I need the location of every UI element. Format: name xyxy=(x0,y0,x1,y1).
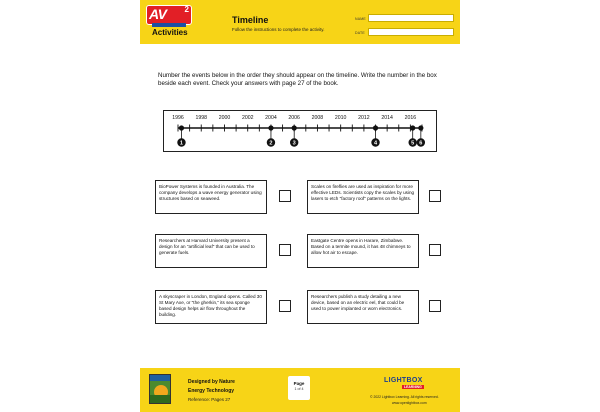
date-field[interactable] xyxy=(368,28,454,36)
timeline-year-label: 2004 xyxy=(265,115,277,121)
timeline-year-label: 2008 xyxy=(311,115,324,121)
event-row-3 xyxy=(155,290,447,324)
answer-box[interactable] xyxy=(429,244,441,256)
page-footer xyxy=(140,368,460,412)
timeline-marker-number: 5 xyxy=(411,140,415,147)
answer-box[interactable] xyxy=(429,190,441,202)
event-card: Researchers at Harvard University present a design for an "artificial leaf" that can be used to generate fuels. xyxy=(155,234,267,268)
timeline-year-label: 2014 xyxy=(381,115,393,121)
worksheet-page xyxy=(140,0,460,412)
page-title: Timeline xyxy=(232,15,269,25)
timeline-marker-number: 2 xyxy=(269,140,273,147)
timeline-year-label: 1996 xyxy=(172,115,184,121)
page-subtitle: Follow the instructions to complete the activity. xyxy=(232,27,325,32)
left-margin xyxy=(0,0,140,412)
answer-box[interactable] xyxy=(279,190,291,202)
timeline-year-label: 2016 xyxy=(404,115,417,121)
name-label: NAME xyxy=(355,17,366,21)
timeline-year-label: 2006 xyxy=(288,115,300,121)
activities-label: Activities xyxy=(152,28,188,37)
timeline-year-label: 2002 xyxy=(241,115,254,121)
timeline-year-label: 2000 xyxy=(218,115,231,121)
page-indicator xyxy=(288,376,310,400)
page-label: Page xyxy=(293,381,305,386)
book-cover-icon xyxy=(149,374,171,404)
av2-logo-icon xyxy=(146,5,192,25)
instructions-text: Number the events below in the order they should appear on the timeline. Write the number in the box beside each event. Check your answers with page 27 of the book. xyxy=(158,72,437,88)
timeline-marker-number: 1 xyxy=(179,140,184,147)
right-margin xyxy=(460,0,600,412)
lightbox-logo-sub: LEARNING xyxy=(404,385,422,389)
answer-box[interactable] xyxy=(429,300,441,312)
series-title: Designed by Nature xyxy=(188,379,235,385)
page-header xyxy=(140,0,460,44)
copyright-text: © 2022 Lightbox Learning. All rights reserved. xyxy=(370,395,439,399)
logo-superscript: 2 xyxy=(184,5,189,14)
book-title: Energy Technology xyxy=(188,388,235,394)
name-field[interactable] xyxy=(368,14,454,22)
event-card: Researchers publish a study detailing a new device, based on an electric eel, that could be used to power implanted or worn electronics. xyxy=(307,290,419,324)
timeline-year-label: 2012 xyxy=(358,115,370,121)
timeline-marker-number: 6 xyxy=(419,140,423,147)
page-count: 1 of 4 xyxy=(294,387,304,391)
event-row-1 xyxy=(155,180,447,214)
timeline xyxy=(163,110,437,152)
website-link[interactable]: www.openlightbox.com xyxy=(392,401,427,405)
lightbox-logo: LIGHTBOX xyxy=(384,377,423,384)
timeline-marker-number: 3 xyxy=(292,140,296,147)
page-reference: Reference: Pages 27 xyxy=(188,397,231,402)
event-card: Eastgate Centre opens in Harare, Zimbabwe. Based on a termite mound, it has 48 chimneys to allow hot air to escape. xyxy=(307,234,419,268)
timeline-graphic xyxy=(164,111,436,151)
event-row-2 xyxy=(155,234,447,268)
date-label: DATE xyxy=(355,31,365,35)
answer-box[interactable] xyxy=(279,300,291,312)
timeline-marker-number: 4 xyxy=(373,140,378,147)
answer-box[interactable] xyxy=(279,244,291,256)
logo-text: AV xyxy=(149,6,167,22)
event-card: BioPower Systems is founded in Australia. The company develops a wave energy generator using structures based on seaweed. xyxy=(155,180,267,214)
timeline-year-label: 1998 xyxy=(195,115,208,121)
event-card: A skyscraper in London, England opens. Called 30 St Mary Axe, or "the gherkin," its sea sponge based design helps air flow throughout the building. xyxy=(155,290,267,324)
timeline-year-label: 2010 xyxy=(334,115,347,121)
logo-strip xyxy=(152,23,186,27)
event-card: Scales on fireflies are used as inspiration for more effective LEDs. Scientists copy the scales by using lasers to etch "factory roof" patterns on the lights. xyxy=(307,180,419,214)
